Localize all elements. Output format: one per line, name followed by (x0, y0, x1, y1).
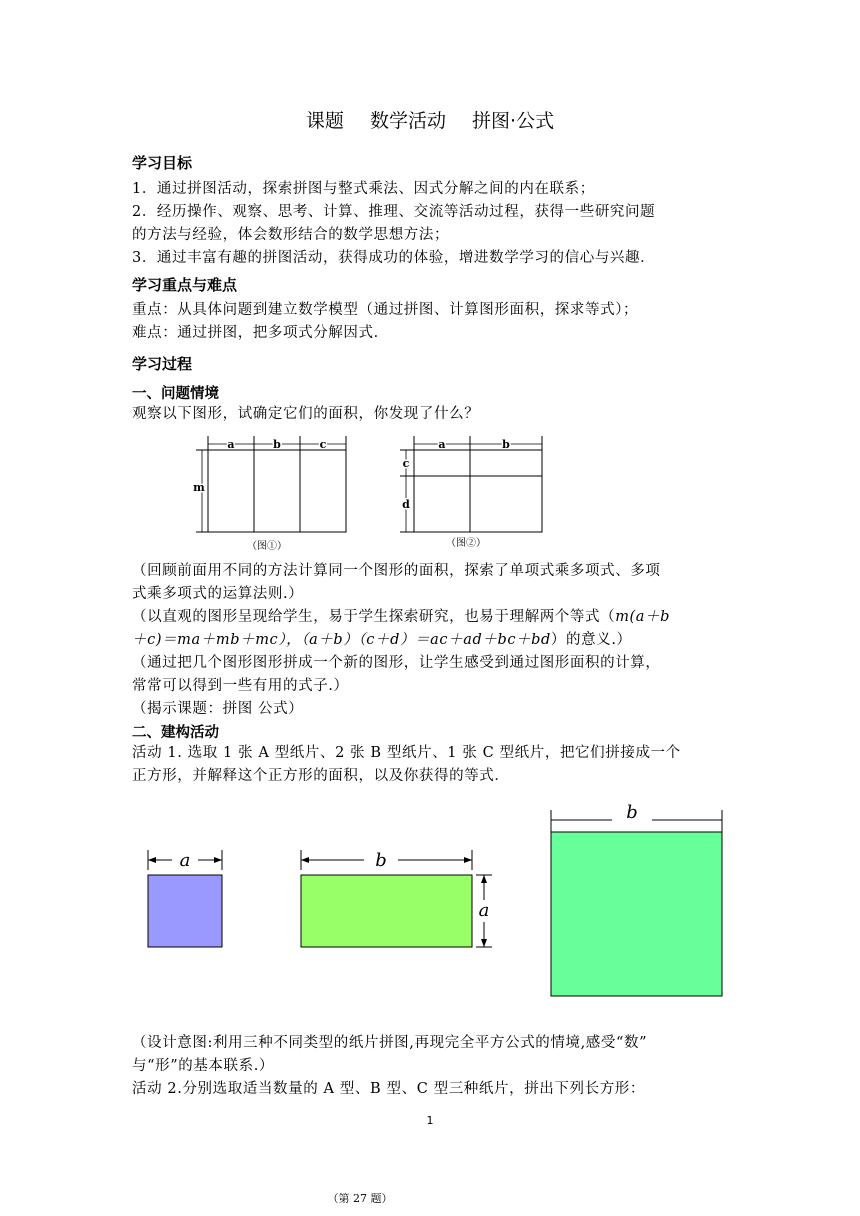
para-1b: 式乘多项式的运算法则.） (132, 586, 304, 602)
question-reference: （第 27 题） (327, 1192, 393, 1205)
page-number: 1 (426, 1114, 434, 1127)
goal-2b: 的方法与经验，体会数形结合的数学思想方法； (132, 227, 450, 243)
title-part-3: 拼图·公式 (472, 110, 555, 132)
difficult-point: 难点：通过拼图，把多项式分解因式． (132, 325, 389, 341)
fig1-label-b: b (273, 438, 281, 451)
section-1-heading: 一、问题情境 (132, 386, 219, 402)
para-2b: ＋c)＝ma＋mb＋mc），（a＋b）（c＋d）＝ac＋ad＋bc＋bd）的意义.） (132, 632, 632, 648)
fig1-label-m: m (193, 481, 205, 494)
goals-heading: 学习目标 (132, 154, 193, 172)
fig1-label-a: a (227, 438, 235, 451)
fig2-label-d: d (402, 498, 410, 511)
card-c (548, 800, 728, 1000)
card-a (144, 848, 228, 950)
key-point: 重点：从具体问题到建立数学模型（通过拼图、计算图形面积，探求等式）； (132, 302, 639, 318)
goal-3: 3．通过丰富有趣的拼图活动，获得成功的体验，增进数学学习的信心与兴趣． (132, 250, 656, 266)
section-2-heading: 二、建构活动 (132, 725, 219, 741)
fig2-label-b: b (502, 438, 510, 451)
title-part-1: 课题 (305, 110, 344, 132)
card-b-label-top: b (375, 850, 387, 871)
para-3b: 常常可以得到一些有用的式子.） (132, 678, 349, 694)
activity-2: 活动 2.分别选取适当数量的 A 型、B 型、C 型三种纸片，拼出下列长方形： (132, 1081, 645, 1097)
formula-1b: ＋c)＝ma＋mb＋mc (132, 632, 279, 648)
para-1a: （回顾前面用不同的方法计算同一个图形的面积，探索了单项式乘多项式、多项 (132, 563, 661, 579)
card-c-label: b (626, 802, 638, 823)
fig2-caption: （图②） (446, 538, 486, 549)
page-title (0, 106, 860, 133)
fig2-label-a: a (438, 438, 446, 451)
activity-1a: 活动 1. 选取 1 张 A 型纸片、2 张 B 型纸片、1 张 C 型纸片，把它们拼接成一个 (132, 745, 681, 761)
title-part-2: 数学活动 (369, 110, 446, 132)
figure-2 (396, 436, 546, 554)
formula-1a: m(a＋b (615, 609, 671, 625)
process-heading: 学习过程 (132, 355, 193, 373)
fig2-label-c: c (402, 457, 410, 470)
figure-1 (188, 436, 358, 554)
fig1-label-c: c (319, 438, 327, 451)
goal-2a: 2．经历操作、观察、思考、计算、推理、交流等活动过程，获得一些研究问题 (132, 204, 656, 220)
question-1: 观察以下图形，试确定它们的面积，你发现了什么？ (132, 406, 480, 422)
goal-1: 1．通过拼图活动，探索拼图与整式乘法、因式分解之间的内在联系； (132, 181, 595, 197)
activity-1b: 正方形，并解释这个正方形的面积，以及你获得的等式． (132, 768, 510, 784)
fig1-caption: （图①） (247, 541, 287, 552)
para-4: （揭示课题：拼图 公式） (132, 701, 304, 717)
card-b-label-side: a (478, 900, 490, 921)
para-2a: （以直观的图形呈现给学生，易于学生探索研究，也易于理解两个等式（m(a＋b (132, 609, 671, 625)
card-b (298, 848, 498, 950)
key-heading: 学习重点与难点 (132, 276, 238, 294)
design-intent-b: 与“形”的基本联系.） (132, 1058, 275, 1074)
card-a-label: a (179, 850, 191, 871)
formula-2: ），（a＋b）（c＋d）＝ac＋ad＋bc＋bd (278, 632, 551, 648)
design-intent-a: （设计意图:利用三种不同类型的纸片拼图,再现完全平方公式的情境,感受“数” (132, 1035, 648, 1051)
para-3a: （通过把几个图形图形拼成一个新的图形，让学生感受到通过图形面积的计算， (132, 655, 661, 671)
